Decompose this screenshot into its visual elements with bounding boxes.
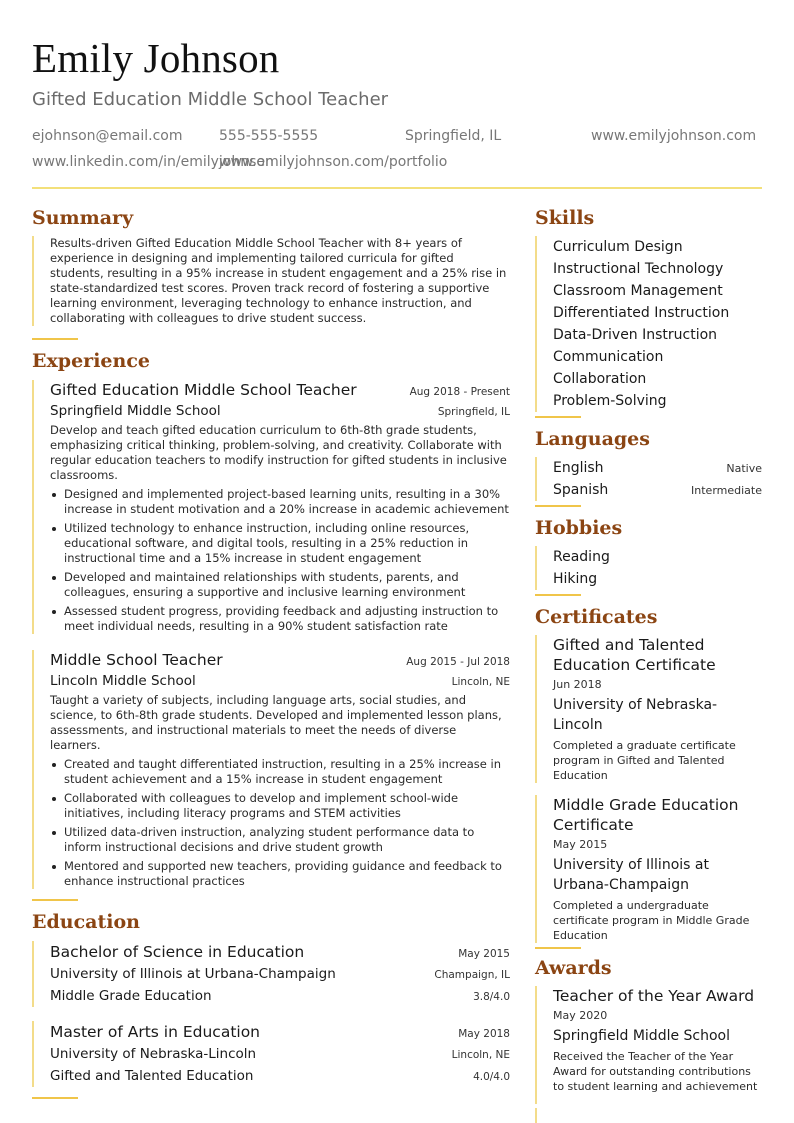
job-description: Develop and teach gifted education curriculum to 6th-8th grade students, emphasizing critical thinking, problem-solving, and creativity. Collaborate with regular education teachers to modify instruction for gifted students in inclusive classrooms. [50, 423, 507, 482]
skill-item: Classroom Management [553, 283, 723, 299]
job-bullet: Assessed student progress, providing feedback and adjusting instruction to meet individual needs, resulting in a 90% student satisfaction rate [50, 604, 510, 634]
certificate-title: Middle Grade Education Certificate [553, 796, 739, 834]
award-entry [535, 986, 762, 1104]
main-column [32, 205, 510, 1099]
job-header [50, 650, 510, 671]
education-school-row [50, 1043, 510, 1065]
education-degree-row [50, 1021, 510, 1043]
skills-list [535, 236, 762, 412]
job-location: Springfield, IL [437, 406, 510, 418]
education-entry [32, 1021, 510, 1087]
certificates-section [535, 604, 762, 949]
language-row [553, 457, 762, 479]
education-field: Middle Grade Education [50, 988, 212, 1004]
skills-title: Skills [535, 207, 595, 229]
summary-title: Summary [32, 207, 134, 229]
certificate-date: May 2015 [553, 838, 608, 851]
education-field-row [50, 985, 510, 1007]
education-degree: Master of Arts in Education [50, 1023, 261, 1041]
contact-email[interactable]: ejohnson@email.com [32, 128, 183, 144]
section-end-rule [535, 505, 581, 507]
education-date: May 2015 [458, 948, 510, 960]
hobbies-section [535, 515, 762, 596]
job-org-row [50, 671, 510, 691]
experience-section [32, 348, 510, 901]
contact-website[interactable]: www.emilyjohnson.com [591, 128, 757, 144]
award-description: Received the Teacher of the Year Award for outstanding contributions to student learning and achievement [553, 1050, 758, 1093]
contact-linkedin[interactable]: www.linkedin.com/in/emilyjohnson [32, 154, 274, 170]
job-dates: Aug 2015 - Jul 2018 [406, 656, 510, 668]
education-field: Gifted and Talented Education [50, 1068, 254, 1084]
experience-title: Experience [32, 350, 150, 372]
skill-item: Collaboration [553, 371, 647, 387]
education-location: Champaign, IL [434, 969, 510, 981]
certificate-date: Jun 2018 [553, 678, 602, 691]
contact-phone[interactable]: 555-555-5555 [219, 128, 319, 144]
language-name: Spanish [553, 482, 609, 498]
job-entry [32, 650, 510, 889]
job-dates: Aug 2018 - Present [409, 386, 510, 398]
certificate-description: Completed a graduate certificate program in Gifted and Talented Education [553, 739, 736, 782]
contact-portfolio[interactable]: www.emilyjohnson.com/portfolio [219, 154, 448, 170]
job-org-row [50, 401, 510, 421]
education-gpa: 4.0/4.0 [473, 1071, 510, 1083]
education-date: May 2018 [458, 1028, 510, 1040]
section-end-rule [535, 947, 581, 949]
hobby-item: Hiking [553, 571, 598, 587]
job-bullets [50, 487, 510, 634]
job-header [50, 380, 510, 401]
contact-location: Springfield, IL [405, 128, 502, 144]
award-issuer: Springfield Middle School [553, 1028, 731, 1044]
sidebar-column [535, 205, 762, 1123]
job-bullet: Created and taught differentiated instruction, resulting in a 25% increase in student achievement and a 15% increase in student engagement [50, 757, 510, 787]
skill-item: Data-Driven Instruction [553, 327, 718, 343]
summary-block [32, 236, 510, 326]
job-bullets [50, 757, 510, 889]
resume-headline: Gifted Education Middle School Teacher [32, 89, 389, 110]
job-location: Lincoln, NE [451, 676, 510, 688]
education-degree: Bachelor of Science in Education [50, 943, 305, 961]
job-bullet: Developed and maintained relationships with students, parents, and colleagues, ensuring a supportive and inclusive learning environment [50, 570, 510, 600]
award-date: May 2020 [553, 1009, 608, 1022]
education-gpa: 3.8/4.0 [473, 991, 510, 1003]
languages-section [535, 426, 762, 507]
languages-title: Languages [535, 428, 650, 450]
education-field-row [50, 1065, 510, 1087]
award-title: Teacher of the Year Award [553, 987, 755, 1005]
job-title: Gifted Education Middle School Teacher [50, 381, 357, 399]
section-end-rule [32, 899, 78, 901]
language-level: Intermediate [691, 484, 762, 497]
education-title: Education [32, 911, 140, 933]
resume-name: Emily Johnson [32, 35, 280, 81]
award-end-line [535, 1108, 762, 1123]
education-section [32, 909, 510, 1099]
hobbies-list [535, 546, 762, 590]
job-bullet: Utilized technology to enhance instruction, including online resources, educational software, and digital tools, resulting in a 25% reduction in instructional time and a 15% increase in student engagement [50, 521, 510, 566]
job-bullet: Mentored and supported new teachers, providing guidance and feedback to enhance instructional practices [50, 859, 510, 889]
section-end-rule [32, 1097, 78, 1099]
header-divider [32, 187, 762, 189]
summary-text: Results-driven Gifted Education Middle School Teacher with 8+ years of experience in designing and implementing tailored curricula for gifted students, resulting in a 95% increase in student engagement and a 25% rise in state-standardized test scores. Proven track record of fostering a supportive learning environment, leveraging technology to enhance instruction, and collaborating with colleagues to drive student success. [50, 236, 507, 325]
job-company: Lincoln Middle School [50, 673, 196, 689]
skill-item: Curriculum Design [553, 239, 683, 255]
education-degree-row [50, 941, 510, 963]
language-level: Native [726, 462, 762, 475]
skill-item: Instructional Technology [553, 261, 724, 277]
certificate-issuer: University of Nebraska-Lincoln [553, 697, 718, 733]
section-end-rule [32, 338, 78, 340]
hobby-item: Reading [553, 549, 610, 565]
certificate-issuer: University of Illinois at Urbana-Champaign [553, 857, 709, 893]
job-bullet: Collaborated with colleagues to develop and implement school-wide initiatives, including literacy programs and STEM activities [50, 791, 510, 821]
job-bullet: Utilized data-driven instruction, analyzing student performance data to inform instructional decisions and drive student growth [50, 825, 510, 855]
skill-item: Problem-Solving [553, 393, 667, 409]
education-school-row [50, 963, 510, 985]
education-location: Lincoln, NE [451, 1049, 510, 1061]
education-school: University of Nebraska-Lincoln [50, 1046, 257, 1062]
job-title: Middle School Teacher [50, 651, 223, 669]
hobbies-title: Hobbies [535, 517, 623, 539]
certificate-description: Completed a undergraduate certificate program in Middle Grade Education [553, 899, 750, 942]
job-company: Springfield Middle School [50, 403, 221, 419]
languages-list [535, 457, 762, 501]
job-bullet: Designed and implemented project-based learning units, resulting in a 30% increase in student motivation and a 20% increase in academic achievement [50, 487, 510, 517]
certificate-entry [535, 795, 762, 943]
certificate-entry [535, 635, 762, 783]
education-entry [32, 941, 510, 1007]
section-end-rule [535, 594, 581, 596]
certificate-title: Gifted and Talented Education Certificate [553, 636, 716, 674]
job-description: Taught a variety of subjects, including language arts, social studies, and science, to 6th-8th grade students. Developed and implemented lesson plans, assessments, and instructional materials to meet the needs of diverse learners. [50, 693, 502, 752]
summary-section [32, 205, 510, 340]
section-end-rule [535, 416, 581, 418]
language-name: English [553, 460, 604, 476]
skill-item: Differentiated Instruction [553, 305, 730, 321]
awards-title: Awards [535, 957, 612, 979]
awards-section [535, 955, 762, 1123]
certificates-title: Certificates [535, 606, 658, 628]
job-entry [32, 380, 510, 634]
education-school: University of Illinois at Urbana-Champaign [50, 966, 336, 982]
skill-item: Communication [553, 349, 664, 365]
skills-section [535, 205, 762, 418]
language-row [553, 479, 762, 501]
